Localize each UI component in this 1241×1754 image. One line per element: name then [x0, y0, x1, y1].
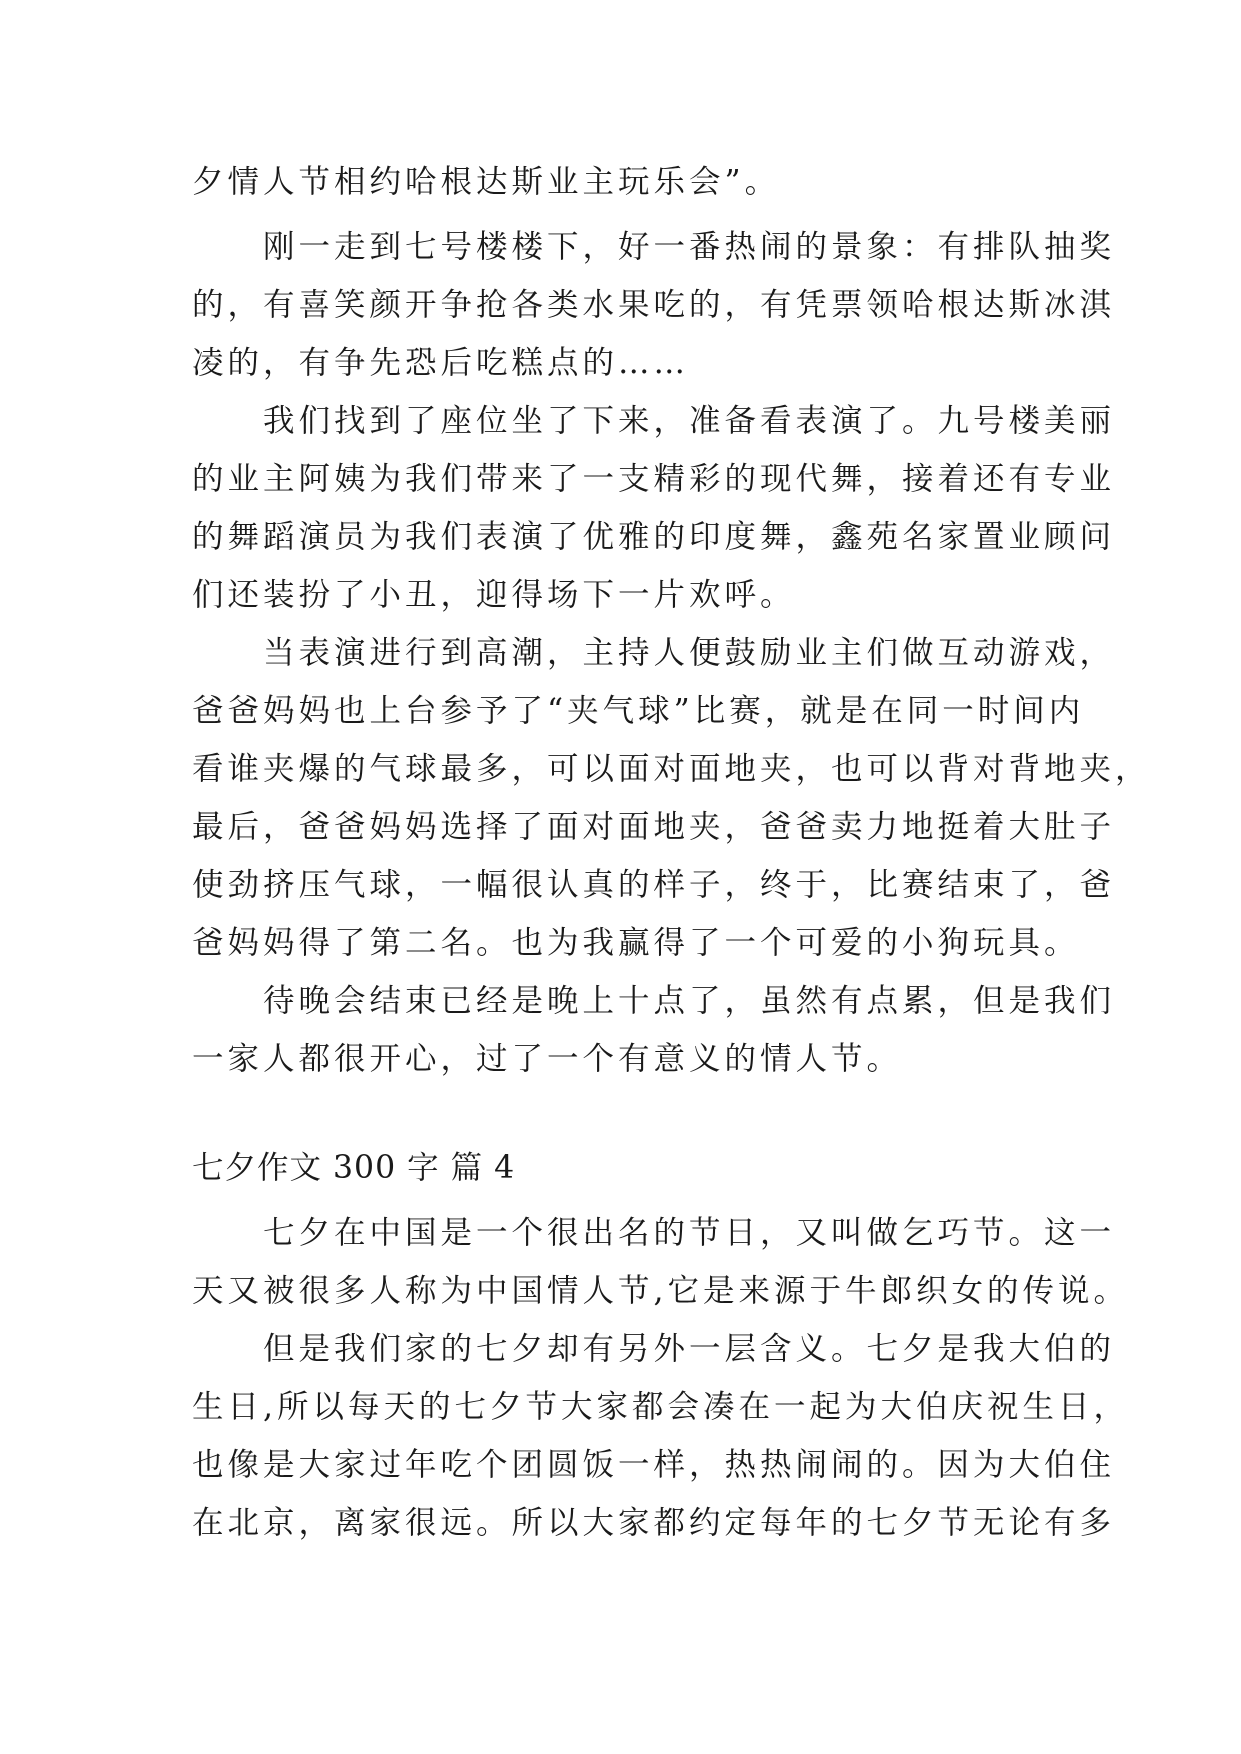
text-line: 最后，爸爸妈妈选择了面对面地夹，爸爸卖力地挺着大肚子 — [192, 809, 1116, 845]
text-line: 一家人都很开心，过了一个有意义的情人节。 — [192, 1041, 903, 1077]
paragraph-first-line: 待晚会结束已经是晚上十点了，虽然有点累，但是我们 — [192, 983, 1116, 1019]
text-line: 的舞蹈演员为我们表演了优雅的印度舞，鑫苑名家置业顾问 — [192, 519, 1116, 555]
text-line: 看谁夹爆的气球最多，可以面对面地夹，也可以背对背地夹， — [192, 751, 1151, 787]
text-line: 使劲挤压气球，一幅很认真的样子，终于，比赛结束了，爸 — [192, 867, 1116, 903]
text-line: 在北京，离家很远。所以大家都约定每年的七夕节无论有多 — [192, 1505, 1116, 1541]
paragraph-first-line: 当表演进行到高潮，主持人便鼓励业主们做互动游戏， — [192, 635, 1116, 671]
text-line: 的业主阿姨为我们带来了一支精彩的现代舞，接着还有专业 — [192, 461, 1116, 497]
paragraph-first-line: 我们找到了座位坐了下来，准备看表演了。九号楼美丽 — [192, 403, 1116, 439]
text-line: 们还装扮了小丑，迎得场下一片欢呼。 — [192, 577, 796, 613]
paragraph-first-line: 刚一走到七号楼楼下，好一番热闹的景象：有排队抽奖 — [192, 229, 1116, 265]
section-heading: 七夕作文 300 字 篇 4 — [192, 1150, 516, 1186]
text-line: 生日,所以每天的七夕节大家都会凑在一起为大伯庆祝生日， — [192, 1389, 1130, 1425]
text-line: 天又被很多人称为中国情人节,它是来源于牛郎织女的传说。 — [192, 1273, 1130, 1309]
text-line: 爸爸妈妈也上台参予了“夹气球”比赛，就是在同一时间内 — [192, 693, 1085, 729]
text-line: 爸妈妈得了第二名。也为我赢得了一个可爱的小狗玩具。 — [192, 925, 1080, 961]
text-line: 夕情人节相约哈根达斯业主玩乐会”。 — [192, 164, 781, 200]
text-line: 凌的，有争先恐后吃糕点的…… — [192, 345, 690, 381]
text-line: 也像是大家过年吃个团圆饭一样，热热闹闹的。因为大伯住 — [192, 1447, 1116, 1483]
text-line: 的，有喜笑颜开争抢各类水果吃的，有凭票领哈根达斯冰淇 — [192, 287, 1116, 323]
paragraph-first-line: 七夕在中国是一个很出名的节日，又叫做乞巧节。这一 — [192, 1215, 1116, 1251]
paragraph-first-line: 但是我们家的七夕却有另外一层含义。七夕是我大伯的 — [192, 1331, 1116, 1367]
